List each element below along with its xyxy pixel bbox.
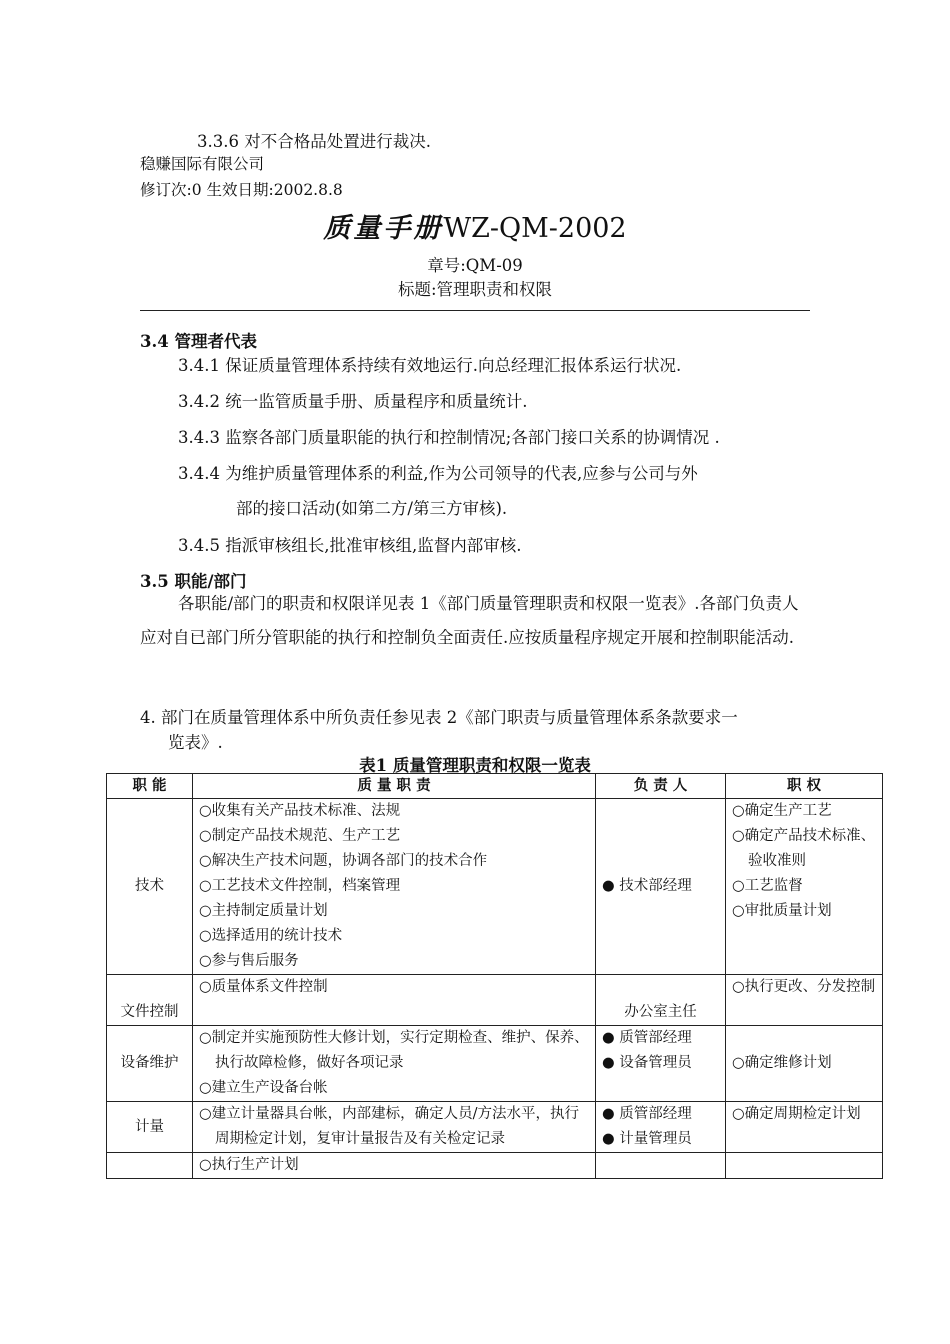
table-row <box>107 1026 883 1102</box>
section-heading-3-4: 3.4 管理者代表 <box>140 332 257 351</box>
owner-cell <box>596 1153 726 1179</box>
section-heading-3-5: 3.5 职能/部门 <box>140 572 247 591</box>
clause-item: 3.4.4 为维护质量管理体系的利益,作为公司领导的代表,应参与公司与外 <box>178 464 698 483</box>
section-subject: 标题:管理职责和权限 <box>397 280 553 299</box>
right-item: ○工艺监督 <box>732 878 803 894</box>
duty-item: ○制定并实施预防性大修计划，实行定期检查、维护、保养、执行故障检修，做好各项记录 <box>199 1030 589 1071</box>
duty-item: ○工艺技术文件控制，档案管理 <box>199 878 401 894</box>
rights-cell <box>726 1102 883 1153</box>
duties-cell <box>193 975 596 1026</box>
owner-item: ● 设备管理员 <box>602 1055 692 1071</box>
header-function: 职 能 <box>107 774 193 799</box>
function-cell: 计量 <box>107 1102 193 1153</box>
owner-cell <box>596 975 726 1026</box>
rights-cell <box>726 1153 883 1179</box>
revision-info: 修订次:0 生效日期:2002.8.8 <box>140 181 343 199</box>
section-3-5-paragraph: 各职能/部门的职责和权限详见表 1《部门质量管理职责和权限一览表》.各部门负责人应对自已部门所分管职能的执行和控制负全面责任.应按质量程序规定开展和控制职能活动. <box>140 594 799 647</box>
duties-cell <box>193 1102 596 1153</box>
function-cell: 技术 <box>107 799 193 975</box>
duty-item: ○收集有关产品技术标准、法规 <box>199 803 401 819</box>
rights-cell <box>726 799 883 975</box>
header-divider <box>140 310 810 311</box>
duty-item: ○主持制定质量计划 <box>199 903 328 919</box>
duty-item: ○建立计量器具台帐，内部建标，确定人员/方法水平，执行周期检定计划，复审计量报告及有关检定记录 <box>199 1106 580 1147</box>
clause-item: 3.4.5 指派审核组长,批准审核组,监督内部审核. <box>178 536 522 555</box>
right-item: ○审批质量计划 <box>732 903 832 919</box>
duties-cell <box>193 1026 596 1102</box>
duty-item: ○制定产品技术规范、生产工艺 <box>199 828 401 844</box>
duties-cell <box>193 1153 596 1179</box>
section-4-line-continued: 览表》. <box>168 733 223 752</box>
duty-item: ○选择适用的统计技术 <box>199 928 343 944</box>
header-duties: 质 量 职 责 <box>193 774 596 799</box>
function-cell <box>107 1153 193 1179</box>
rights-cell <box>726 1026 883 1102</box>
owner-item: ● 质管部经理 <box>602 1106 692 1122</box>
function-cell: 设备维护 <box>107 1026 193 1102</box>
header-owner: 负 责 人 <box>596 774 726 799</box>
owner-cell <box>596 1026 726 1102</box>
duty-item: ○建立生产设备台帐 <box>199 1080 328 1096</box>
manual-title <box>0 206 950 245</box>
clause-item: 3.4.1 保证质量管理体系持续有效地运行.向总经理汇报体系运行状况. <box>178 356 682 375</box>
rights-cell <box>726 975 883 1026</box>
section-4-line: 4. 部门在质量管理体系中所负责任参见表 2《部门职责与质量管理体系条款要求一 <box>140 708 738 727</box>
duty-item: ○质量体系文件控制 <box>199 979 328 995</box>
company-name: 稳赚国际有限公司 <box>140 155 265 173</box>
table-row <box>107 1102 883 1153</box>
table-row <box>107 799 883 975</box>
table-header-row <box>107 774 883 799</box>
right-item: ○确定维修计划 <box>732 1055 832 1071</box>
table-caption: 表1 质量管理职责和权限一览表 <box>359 756 591 775</box>
duty-table <box>106 773 883 1179</box>
right-item: ○确定产品技术标准、验收准则 <box>732 828 876 869</box>
owner-item: 办公室主任 <box>624 1004 697 1020</box>
duty-item: ○执行生产计划 <box>199 1157 299 1173</box>
manual-title-code: WZ-QM-2002 <box>443 213 627 244</box>
owner-item: ● 技术部经理 <box>602 878 692 894</box>
duties-cell <box>193 799 596 975</box>
chapter-number: 章号:QM-09 <box>427 256 523 275</box>
owner-item: ● 质管部经理 <box>602 1030 692 1046</box>
function-cell: 文件控制 <box>107 975 193 1026</box>
header-rights: 职 权 <box>726 774 883 799</box>
owner-cell <box>596 799 726 975</box>
clause-item-continued: 部的接口活动(如第二方/第三方审核). <box>236 499 508 518</box>
top-line: 3.3.6 对不合格品处置进行裁决. <box>197 132 431 151</box>
clause-item: 3.4.3 监察各部门质量职能的执行和控制情况;各部门接口关系的协调情况 . <box>178 428 720 447</box>
duty-item: ○参与售后服务 <box>199 953 299 969</box>
clause-item: 3.4.2 统一监管质量手册、质量程序和质量统计. <box>178 392 528 411</box>
right-item: ○执行更改、分发控制 <box>732 979 876 995</box>
owner-item: ● 计量管理员 <box>602 1131 692 1147</box>
table-row <box>107 1153 883 1179</box>
duty-item: ○解决生产技术问题，协调各部门的技术合作 <box>199 853 488 869</box>
right-item: ○确定周期检定计划 <box>732 1106 861 1122</box>
owner-cell <box>596 1102 726 1153</box>
right-item: ○确定生产工艺 <box>732 803 832 819</box>
manual-title-cn: 质量手册 <box>323 213 444 244</box>
table-row <box>107 975 883 1026</box>
